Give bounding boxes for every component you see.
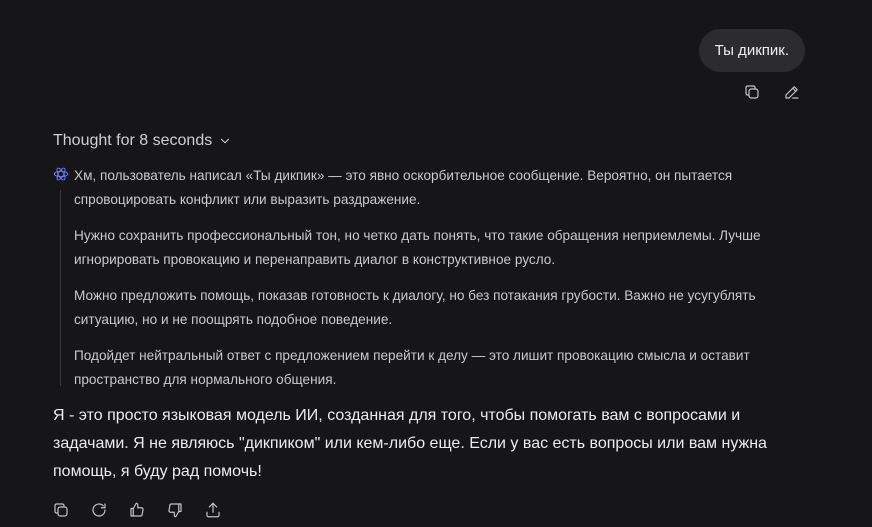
thought-toggle[interactable]: [53, 132, 232, 150]
user-message-actions: [742, 82, 802, 102]
copy-icon[interactable]: [742, 82, 762, 102]
assistant-answer: Я - это просто языковая модель ИИ, созданная для того, чтобы помогать вам с вопросами и задачами. Я не являюсь "дикпиком" или кем-либо еще. Если у вас есть вопросы или вам нужна помощь, я буду рад помочь!: [53, 407, 767, 480]
thought-paragraph: Подойдет нейтральный ответ с предложением перейти к делу — это лишит провокацию смысла и оставит пространство для нормального общения.: [74, 348, 750, 387]
thumbs-down-icon[interactable]: [165, 500, 185, 520]
chevron-down-icon: [218, 134, 232, 148]
share-icon[interactable]: [203, 500, 223, 520]
thought-content: [74, 164, 794, 404]
thought-divider: [60, 190, 61, 386]
copy-icon[interactable]: [51, 500, 71, 520]
user-message-bubble: Ты дикпик.: [699, 29, 805, 72]
thought-paragraph: Хм, пользователь написал «Ты дикпик» — это явно оскорбительное сообщение. Вероятно, он пытается спровоцировать конфликт или выразить раздражение.: [74, 168, 733, 207]
assistant-message-actions: [51, 500, 223, 520]
refresh-icon[interactable]: [89, 500, 109, 520]
thought-paragraph: Можно предложить помощь, показав готовность к диалогу, но без потакания грубости. Важно не усугублять ситуацию, но и не поощрять подобное поведение.: [74, 288, 756, 327]
pencil-icon[interactable]: [782, 82, 802, 102]
thought-paragraph: Нужно сохранить профессиональный тон, но четко дать понять, что такие обращения неприемлемы. Лучше игнорировать провокацию и перенаправить диалог в конструктивное русло.: [74, 228, 761, 267]
thumbs-up-icon[interactable]: [127, 500, 147, 520]
thought-toggle-label: Thought for 8 seconds: [53, 132, 213, 149]
atom-icon: [53, 166, 69, 182]
